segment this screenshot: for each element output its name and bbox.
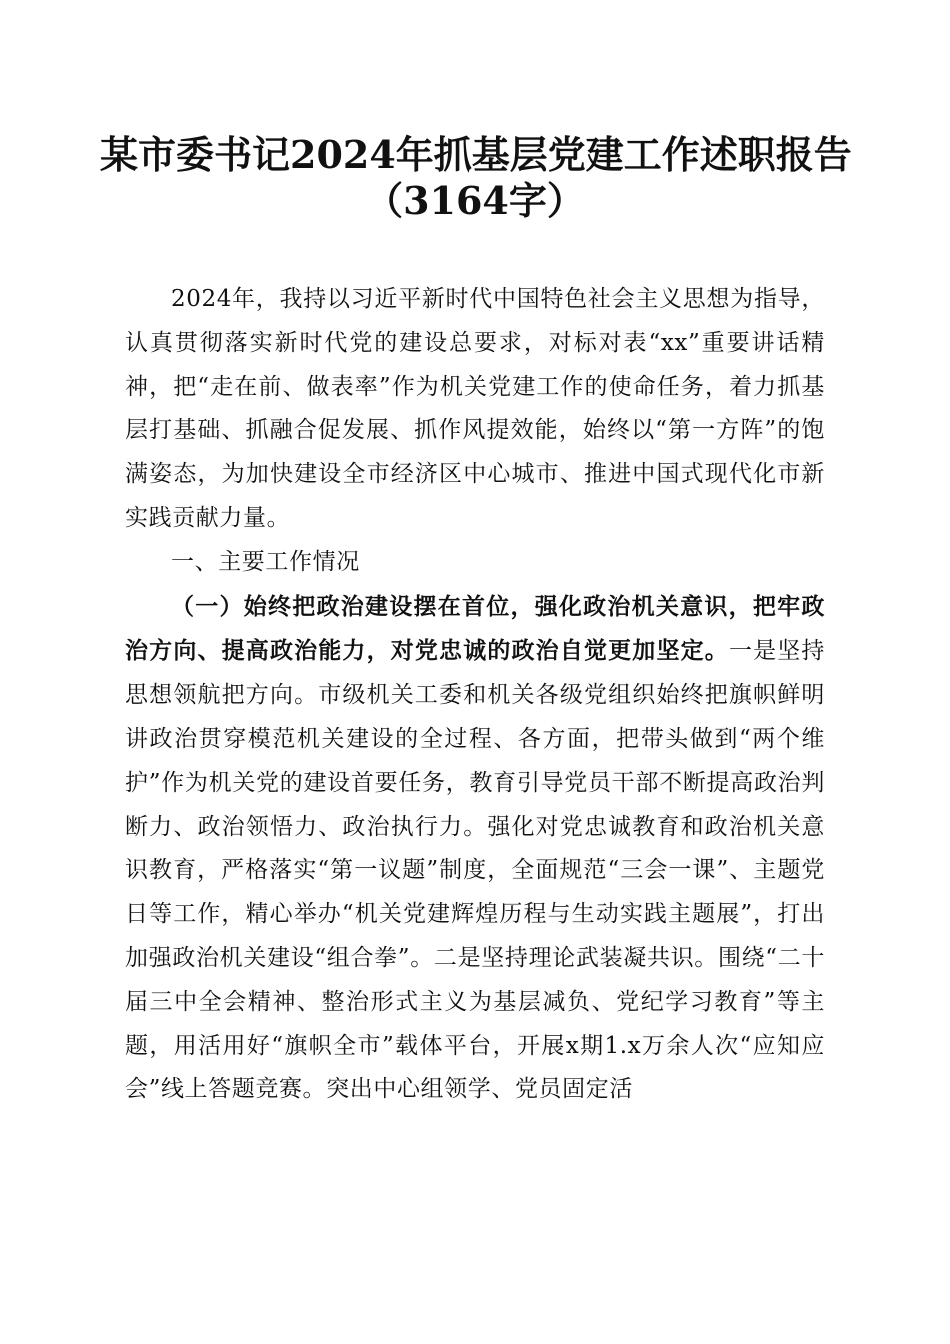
subsection-body: 一是坚持思想领航把方向。市级机关工委和机关各级党组织始终把旗帜鲜明讲政治贯穿模范机关建设的全过程、各方面，把带头做到“两个维护”作为机关党的建设首要任务，教育引导党员干部不断提高政治判断力、政治领悟力、政治执行力。强化对党忠诚教育和政治机关意识教育，严格落实“第一议题”制度，全面规范“三会一课”、主题党日等工作，精心举办“机关党建辉煌历程与生动实践主题展”，打出加强政治机关建设“组合拳”。二是坚持理论武装凝共识。围绕“二十届三中全会精神、整治形式主义为基层减负、党纪学习教育”等主题，用活用好“旗帜全市”载体平台，开展x期1.x万余人次“应知应会”线上答题竞赛。突出中心组领学、党员固定活	[125, 638, 826, 1103]
document-title	[100, 132, 850, 224]
document-body	[125, 278, 825, 1112]
section-heading: 一、主要工作情况	[171, 548, 360, 575]
intro-paragraph: 2024年，我持以习近平新时代中国特色社会主义思想为指导，认真贯彻落实新时代党的建设总要求，对标对表“xx”重要讲话精神，把“走在前、做表率”作为机关党建工作的使命任务，着力抓基层打基础、抓融合促发展、抓作风提效能，始终以“第一方阵”的饱满姿态，为加快建设全市经济区中心城市、推进中国式现代化市新实践贡献力量。	[125, 286, 825, 531]
subsection-lead: （一）始终把政治建设摆在首位，强化政治机关意识，把牢政治方向、提高政治能力，对党忠诚的政治自觉更加坚定。	[125, 592, 825, 665]
title-line-wordcount: （3164字）	[365, 178, 585, 223]
title-line-main: 某市委书记2024年抓基层党建工作述职报告	[100, 132, 852, 177]
subsection-paragraph	[125, 585, 825, 1113]
